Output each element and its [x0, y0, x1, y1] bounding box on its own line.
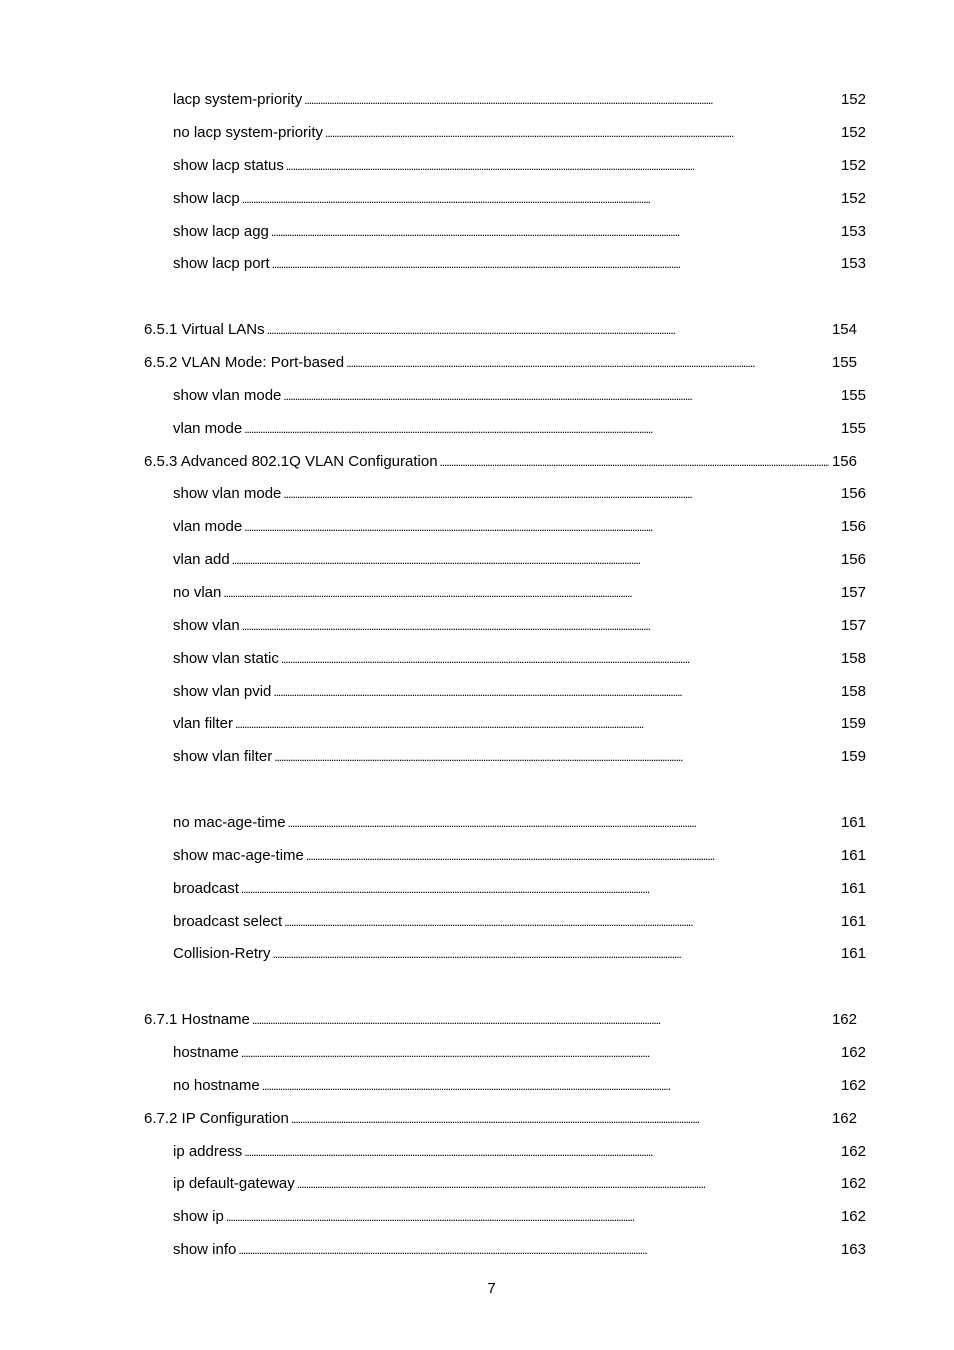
toc-entry-label: vlan filter — [173, 715, 234, 732]
dot-leader — [241, 879, 838, 899]
toc-entry-page: 162 — [840, 1077, 866, 1094]
dot-leader — [284, 912, 838, 932]
toc-entry-page: 162 — [840, 1208, 866, 1225]
toc-entry-label: hostname — [173, 1044, 239, 1061]
toc-entry[interactable] — [173, 90, 866, 110]
toc-entry[interactable] — [173, 222, 866, 242]
toc-entry-label: vlan mode — [173, 420, 243, 437]
dot-leader — [297, 1174, 838, 1194]
toc-entry[interactable] — [173, 156, 866, 176]
toc-entry-page: 161 — [840, 880, 866, 897]
dot-leader — [244, 419, 838, 439]
toc-entry-page: 158 — [840, 683, 866, 700]
toc-entry-page: 156 — [840, 551, 866, 568]
dot-leader — [283, 484, 838, 504]
toc-entry[interactable] — [173, 583, 866, 603]
toc-entry-page: 161 — [840, 913, 866, 930]
toc-entry-label: no vlan — [173, 584, 222, 601]
toc-entry-page: 156 — [840, 485, 866, 502]
dot-leader — [244, 517, 838, 537]
toc-entry-label: show vlan static — [173, 650, 279, 667]
dot-leader — [304, 90, 838, 110]
dot-leader — [274, 747, 838, 767]
toc-entry-page: 156 — [840, 518, 866, 535]
dot-leader — [346, 353, 829, 373]
dot-leader — [267, 320, 829, 340]
dot-leader — [244, 1142, 838, 1162]
toc-entry-page: 161 — [840, 814, 866, 831]
toc-entry-label: show ip — [173, 1208, 224, 1225]
dot-leader — [242, 189, 838, 209]
dot-leader — [271, 222, 838, 242]
toc-entry[interactable] — [173, 1240, 866, 1260]
toc-entry[interactable] — [144, 320, 857, 340]
toc-entry[interactable] — [173, 813, 866, 833]
toc-entry[interactable] — [173, 550, 866, 570]
toc-entry-page: 155 — [831, 354, 857, 371]
toc-entry[interactable] — [173, 1142, 866, 1162]
toc-entry-label: show vlan pvid — [173, 683, 272, 700]
toc-entry-label: 6.5.2 VLAN Mode: Port-based — [144, 354, 345, 371]
dot-leader — [440, 452, 829, 472]
toc-entry[interactable] — [173, 1076, 866, 1096]
toc-entry[interactable] — [144, 1010, 857, 1030]
toc-entry-label: show lacp agg — [173, 223, 269, 240]
toc-entry-label: show vlan mode — [173, 387, 282, 404]
toc-entry-label: show lacp port — [173, 255, 270, 272]
dot-leader — [288, 813, 838, 833]
dot-leader — [281, 649, 838, 669]
toc-entry[interactable] — [173, 879, 866, 899]
toc-entry-label: 6.5.3 Advanced 802.1Q VLAN Configuration — [144, 453, 438, 470]
toc-entry-label: show vlan mode — [173, 485, 282, 502]
dot-leader — [262, 1076, 838, 1096]
toc-entry-page: 157 — [840, 584, 866, 601]
toc-entry-label: show info — [173, 1241, 237, 1258]
toc-entry[interactable] — [173, 616, 866, 636]
toc-entry-page: 155 — [840, 420, 866, 437]
toc-entry-page: 157 — [840, 617, 866, 634]
toc-entry-page: 154 — [831, 321, 857, 338]
toc-entry[interactable] — [173, 123, 866, 143]
dot-leader — [241, 1043, 838, 1063]
toc-entry-page: 156 — [831, 453, 857, 470]
toc-entry-page: 162 — [831, 1011, 857, 1028]
toc-entry[interactable] — [173, 944, 866, 964]
dot-leader — [306, 846, 838, 866]
toc-entry-label: Collision-Retry — [173, 945, 271, 962]
toc-entry-label: vlan mode — [173, 518, 243, 535]
toc-entry-label: no mac-age-time — [173, 814, 286, 831]
toc-entry-page: 152 — [840, 124, 866, 141]
toc-entry[interactable] — [144, 452, 857, 472]
toc-entry-page: 159 — [840, 748, 866, 765]
dot-leader — [272, 254, 838, 274]
toc-entry-page: 152 — [840, 157, 866, 174]
toc-entry-page: 162 — [840, 1143, 866, 1160]
toc-entry-page: 158 — [840, 650, 866, 667]
toc-entry-page: 155 — [840, 387, 866, 404]
dot-leader — [223, 583, 838, 603]
toc-entry-label: show lacp — [173, 190, 240, 207]
toc-entry-label: vlan add — [173, 551, 230, 568]
toc-entry-page: 162 — [840, 1175, 866, 1192]
toc-entry[interactable] — [173, 189, 866, 209]
toc-entry-page: 153 — [840, 255, 866, 272]
toc-entry[interactable] — [173, 517, 866, 537]
toc-entry-label: show mac-age-time — [173, 847, 304, 864]
toc-entry-page: 162 — [831, 1110, 857, 1127]
dot-leader — [235, 714, 838, 734]
toc-entry[interactable] — [173, 1207, 866, 1227]
toc-entry[interactable] — [173, 682, 866, 702]
toc-entry-label: 6.5.1 Virtual LANs — [144, 321, 265, 338]
toc-entry[interactable] — [173, 1174, 866, 1194]
dot-leader — [238, 1240, 838, 1260]
dot-leader — [242, 616, 838, 636]
toc-entry[interactable] — [173, 419, 866, 439]
dot-leader — [273, 944, 838, 964]
toc-entry[interactable] — [173, 386, 866, 406]
toc-entry-page: 153 — [840, 223, 866, 240]
toc-entry-page: 161 — [840, 945, 866, 962]
toc-entry-label: ip default-gateway — [173, 1175, 295, 1192]
toc-entry-page: 162 — [840, 1044, 866, 1061]
dot-leader — [286, 156, 838, 176]
toc-entry-page: 163 — [840, 1241, 866, 1258]
toc-entry[interactable] — [173, 254, 866, 274]
dot-leader — [252, 1010, 829, 1030]
toc-entry[interactable] — [173, 714, 866, 734]
toc-entry-page: 159 — [840, 715, 866, 732]
toc-entry-label: show vlan filter — [173, 748, 273, 765]
toc-entry-page: 152 — [840, 91, 866, 108]
toc-entry-label: broadcast select — [173, 913, 283, 930]
toc-entry[interactable] — [144, 353, 857, 373]
toc-entry-label: lacp system-priority — [173, 91, 303, 108]
toc-entry[interactable] — [173, 1043, 866, 1063]
dot-leader — [273, 682, 838, 702]
toc-entry-label: ip address — [173, 1143, 243, 1160]
dot-leader — [283, 386, 838, 406]
toc-entry[interactable] — [173, 747, 866, 767]
toc-entry-label: 6.7.2 IP Configuration — [144, 1110, 289, 1127]
toc-entry-label: broadcast — [173, 880, 239, 897]
toc-entry[interactable] — [144, 1109, 857, 1129]
toc-entry-label: no hostname — [173, 1077, 260, 1094]
toc-entry-page: 152 — [840, 190, 866, 207]
page-number: 7 — [487, 1280, 496, 1297]
dot-leader — [291, 1109, 829, 1129]
toc-entry-label: 6.7.1 Hostname — [144, 1011, 250, 1028]
dot-leader — [226, 1207, 838, 1227]
toc-entry-label: show lacp status — [173, 157, 284, 174]
dot-leader — [325, 123, 838, 143]
toc-entry-label: show vlan — [173, 617, 240, 634]
dot-leader — [232, 550, 838, 570]
toc-entry-label: no lacp system-priority — [173, 124, 324, 141]
toc-entry[interactable] — [173, 484, 866, 504]
toc-entry[interactable] — [173, 846, 866, 866]
toc-entry-page: 161 — [840, 847, 866, 864]
toc-entry[interactable] — [173, 649, 866, 669]
toc-entry[interactable] — [173, 912, 866, 932]
